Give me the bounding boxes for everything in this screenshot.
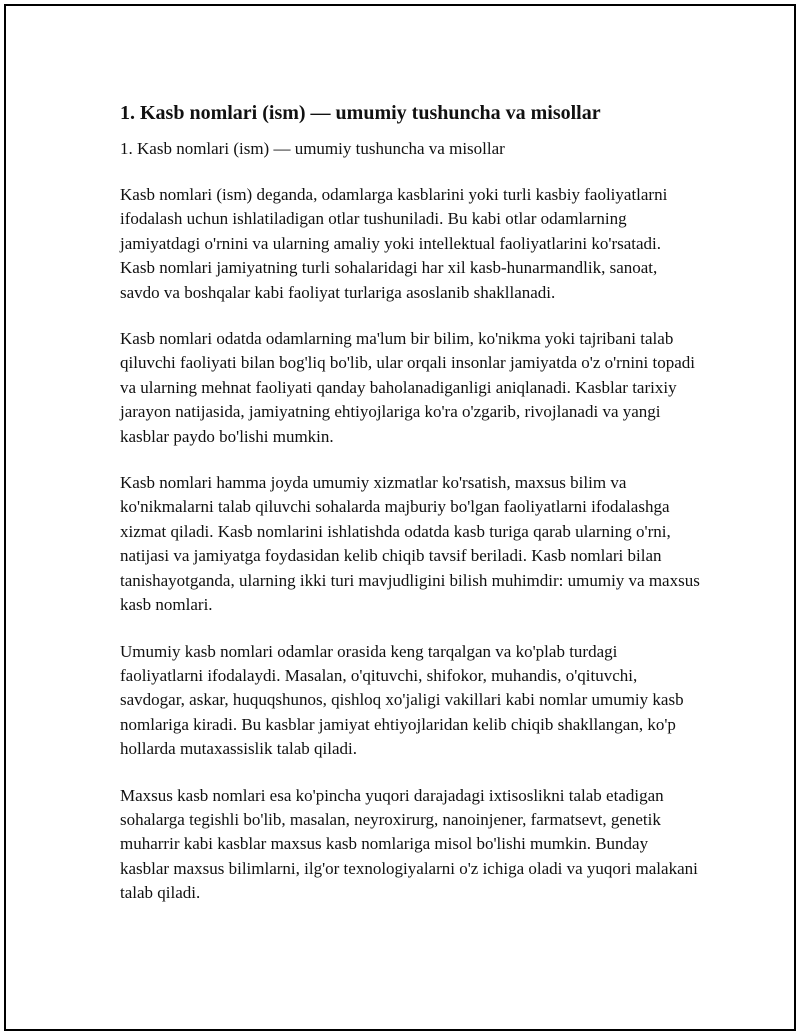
document-heading: 1. Kasb nomlari (ism) — umumiy tushuncha va misollar xyxy=(120,102,601,124)
paragraph-3: Kasb nomlari hamma joyda umumiy xizmatlar ko'rsatish, maxsus bilim va ko'nikmalarni talab qiluvchi sohalarda majburiy bo'lgan faoliyatlarni ifodalashga xizmat qiladi. Kasb nomlarini ishlatishda odatda kasb turiga qarab ularning o'rni, natijasi va jamiyatga foydasidan kelib chiqib tavsif beriladi. Kasb nomlari bilan tanishayotganda, ularning ikki turi mavjudligini bilish muhimdir: umumiy va maxsus kasb nomlari. xyxy=(120,473,700,615)
document-subheading: 1. Kasb nomlari (ism) — umumiy tushuncha va misollar xyxy=(120,139,505,158)
paragraph-4: Umumiy kasb nomlari odamlar orasida keng tarqalgan va ko'plab turdagi faoliyatlarni ifodalaydi. Masalan, o'qituvchi, shifokor, muhandis, o'qituvchi, savdogar, askar, huquqshunos, qishloq xo'jaligi vakillari kabi nomlar umumiy kasb nomlariga kiradi. Bu kasblar jamiyat ehtiyojlaridan kelib chiqib shakllangan, ko'p hollarda mutaxassislik talab qiladi. xyxy=(120,641,684,759)
paragraph-1: Kasb nomlari (ism) deganda, odamlarga kasblarini yoki turli kasbiy faoliyatlarni ifodalash uchun ishlatiladigan otlar tushuniladi. Bu kabi otlar odamlarning jamiyatdagi o'rnini va ularning amaliy yoki intellektual faoliyatlarini ko'rsatadi. Kasb nomlari jamiyatning turli sohalaridagi har xil kasb-hunarmandlik, sanoat, savdo va boshqalar kabi faoliyat turlariga asoslanib shakllanadi. xyxy=(120,185,668,302)
paragraph-2: Kasb nomlari odatda odamlarning ma'lum bir bilim, ko'nikma yoki tajribani talab qiluvchi faoliyati bilan bog'liq bo'lib, ular orqali insonlar jamiyatda o'z o'rnini topadi va ularning mehnat faoliyati qanday baholanadiganligi aniqlanadi. Kasblar tarixiy jarayon natijasida, jamiyatning ehtiyojlariga ko'ra o'zgarib, rivojlanadi va yangi kasblar paydo bo'lishi mumkin. xyxy=(120,329,696,446)
document-page xyxy=(4,4,796,1031)
document-body xyxy=(120,100,700,906)
paragraph-5: Maxsus kasb nomlari esa ko'pincha yuqori darajadagi ixtisoslikni talab etadigan sohalarga tegishli bo'lib, masalan, neyroxirurg, nanoinjener, farmatsevt, genetik muharrir kabi kasblar maxsus kasb nomlariga misol bo'lishi mumkin. Bunday kasblar maxsus bilimlarni, ilg'or texnologiyalarni o'z ichiga oladi va yuqori malakani talab qiladi. xyxy=(120,785,698,903)
